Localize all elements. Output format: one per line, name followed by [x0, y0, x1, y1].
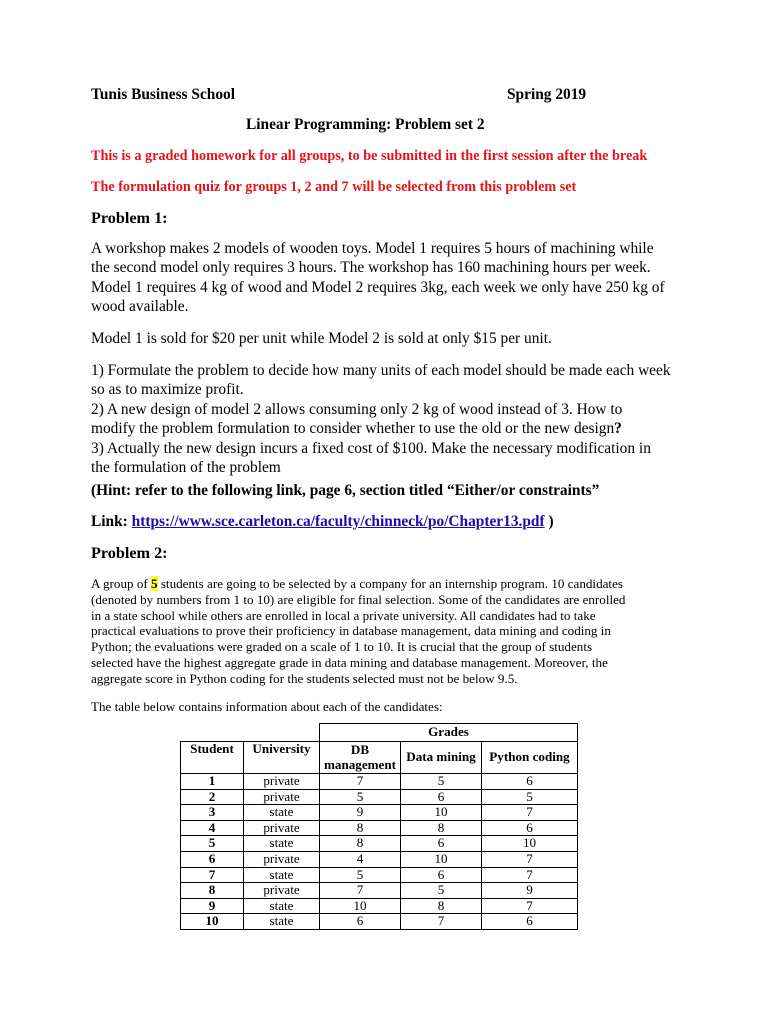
hint-text: (Hint: refer to the following link, page 6, section titled “Either/or constraints” — [91, 482, 600, 499]
grades-group-header: Grades — [320, 724, 578, 742]
question-line — [91, 419, 671, 438]
page-title: Linear Programming: Problem set 2 — [246, 116, 485, 133]
column-header-data-mining: Data mining — [401, 742, 482, 774]
question-mark: ? — [614, 420, 622, 438]
term-label: Spring 2019 — [507, 86, 587, 103]
column-header-university: University — [244, 742, 320, 774]
cell-db-management: 7 — [320, 883, 401, 899]
question-line: 2) A new design of model 2 allows consuming only 2 kg of wood instead of 3. How to — [91, 400, 623, 418]
cell-university: private — [244, 789, 320, 805]
table-row — [181, 914, 578, 930]
table-row — [181, 867, 578, 883]
table-row — [181, 883, 578, 899]
table-row — [181, 820, 578, 836]
cell-student: 2 — [181, 789, 244, 805]
cell-data-mining: 5 — [401, 883, 482, 899]
paragraph-line: Model 1 requires 4 kg of wood and Model 2 requires 3kg, each week we only have 250 kg of — [91, 278, 665, 296]
cell-data-mining: 6 — [401, 867, 482, 883]
quiz-notice: The formulation quiz for groups 1, 2 and 7 will be selected from this problem set — [91, 179, 577, 195]
cell-python-coding: 6 — [482, 914, 578, 930]
cell-python-coding: 7 — [482, 851, 578, 867]
table-row — [181, 851, 578, 867]
cell-university: private — [244, 774, 320, 790]
cell-python-coding: 7 — [482, 805, 578, 821]
column-header-db-management: DB management — [320, 742, 401, 774]
group-size-highlight: 5 — [151, 576, 158, 591]
cell-db-management: 5 — [320, 867, 401, 883]
column-header-student: Student — [181, 742, 244, 774]
cell-student: 10 — [181, 914, 244, 930]
cell-student: 7 — [181, 867, 244, 883]
cell-data-mining: 10 — [401, 805, 482, 821]
cell-university: private — [244, 883, 320, 899]
cell-python-coding: 7 — [482, 867, 578, 883]
cell-data-mining: 10 — [401, 851, 482, 867]
table-row — [181, 836, 578, 852]
column-header-python-coding: Python coding — [482, 742, 578, 774]
cell-university: state — [244, 898, 320, 914]
cell-university: private — [244, 820, 320, 836]
paragraph-line: aggregate score in Python coding for the students selected must not be below 9.5. — [91, 670, 518, 686]
graded-notice: This is a graded homework for all groups, to be submitted in the first session after the break — [91, 148, 648, 164]
cell-python-coding: 5 — [482, 789, 578, 805]
cell-student: 6 — [181, 851, 244, 867]
question-line: so as to maximize profit. — [91, 381, 244, 399]
cell-db-management: 10 — [320, 898, 401, 914]
cell-db-management: 8 — [320, 836, 401, 852]
cell-data-mining: 8 — [401, 898, 482, 914]
cell-db-management: 9 — [320, 805, 401, 821]
table-row — [181, 805, 578, 821]
table-body — [181, 774, 578, 930]
cell-data-mining: 6 — [401, 789, 482, 805]
cell-university: state — [244, 836, 320, 852]
empty-cell — [244, 724, 320, 742]
cell-university: state — [244, 914, 320, 930]
cell-python-coding: 9 — [482, 883, 578, 899]
paragraph-line: in a state school while others are enrolled in local a private university. All candidates had to take — [91, 607, 596, 623]
paragraph-line: (denoted by numbers from 1 to 10) are eligible for final selection. Some of the candidates are enrolled — [91, 591, 626, 607]
cell-student: 8 — [181, 883, 244, 899]
cell-university: private — [244, 851, 320, 867]
problem2-paragraph — [91, 576, 625, 687]
table-row — [181, 789, 578, 805]
school-name: Tunis Business School — [91, 86, 236, 103]
cell-student: 1 — [181, 774, 244, 790]
link-line — [91, 513, 554, 531]
cell-data-mining: 8 — [401, 820, 482, 836]
question-text: modify the problem formulation to consider whether to use the old or the new design — [91, 420, 615, 438]
cell-db-management: 6 — [320, 914, 401, 930]
cell-student: 5 — [181, 836, 244, 852]
cell-db-management: 7 — [320, 774, 401, 790]
cell-db-management: 8 — [320, 820, 401, 836]
cell-db-management: 5 — [320, 789, 401, 805]
cell-python-coding: 10 — [482, 836, 578, 852]
cell-student: 9 — [181, 898, 244, 914]
table-intro: The table below contains information about each of the candidates: — [91, 699, 443, 714]
cell-data-mining: 7 — [401, 914, 482, 930]
question-line: the formulation of the problem — [91, 459, 281, 477]
problem1-questions — [91, 361, 671, 477]
cell-data-mining: 6 — [401, 836, 482, 852]
question-line: 3) Actually the new design incurs a fixed cost of $100. Make the necessary modification in — [91, 439, 651, 457]
paragraph-line: selected have the highest aggregate grade in data mining and database management. Moreover, the — [91, 654, 608, 670]
cell-db-management: 4 — [320, 851, 401, 867]
empty-cell — [181, 724, 244, 742]
table-row — [181, 898, 578, 914]
cell-student: 3 — [181, 805, 244, 821]
paragraph-line: Python; the evaluations were graded on a scale of 1 to 10. It is crucial that the group of students — [91, 639, 593, 655]
link-suffix: ) — [544, 513, 554, 530]
paragraph-line: A workshop makes 2 models of wooden toys. Model 1 requires 5 hours of machining while — [91, 240, 654, 257]
paragraph-line: practical evaluations to prove their proficiency in database management, data mining and coding in — [91, 623, 611, 639]
problem2-heading: Problem 2: — [91, 544, 168, 562]
cell-python-coding: 7 — [482, 898, 578, 914]
problem1-pricing: Model 1 is sold for $20 per unit while Model 2 is sold at only $15 per unit. — [91, 330, 552, 347]
cell-university: state — [244, 805, 320, 821]
cell-student: 4 — [181, 820, 244, 836]
question-line: 1) Formulate the problem to decide how many units of each model should be made each week — [91, 362, 671, 379]
cell-university: state — [244, 867, 320, 883]
cell-data-mining: 5 — [401, 774, 482, 790]
paragraph-line: wood available. — [91, 298, 189, 316]
problem1-paragraph — [91, 239, 665, 317]
intro-pre: A group of — [91, 576, 152, 591]
candidates-table — [180, 723, 578, 930]
paragraph-line — [91, 576, 625, 592]
cell-python-coding: 6 — [482, 820, 578, 836]
link-label: Link: — [91, 513, 132, 530]
chapter13-link[interactable]: https://www.sce.carleton.ca/faculty/chinneck/po/Chapter13.pdf — [131, 513, 545, 530]
intro-text: students are going to be selected by a company for an internship program. 10 candidates — [157, 576, 623, 591]
table-row — [181, 774, 578, 790]
cell-python-coding: 6 — [482, 774, 578, 790]
paragraph-line: the second model only requires 3 hours. The workshop has 160 machining hours per week. — [91, 259, 651, 277]
problem1-heading: Problem 1: — [91, 209, 168, 227]
